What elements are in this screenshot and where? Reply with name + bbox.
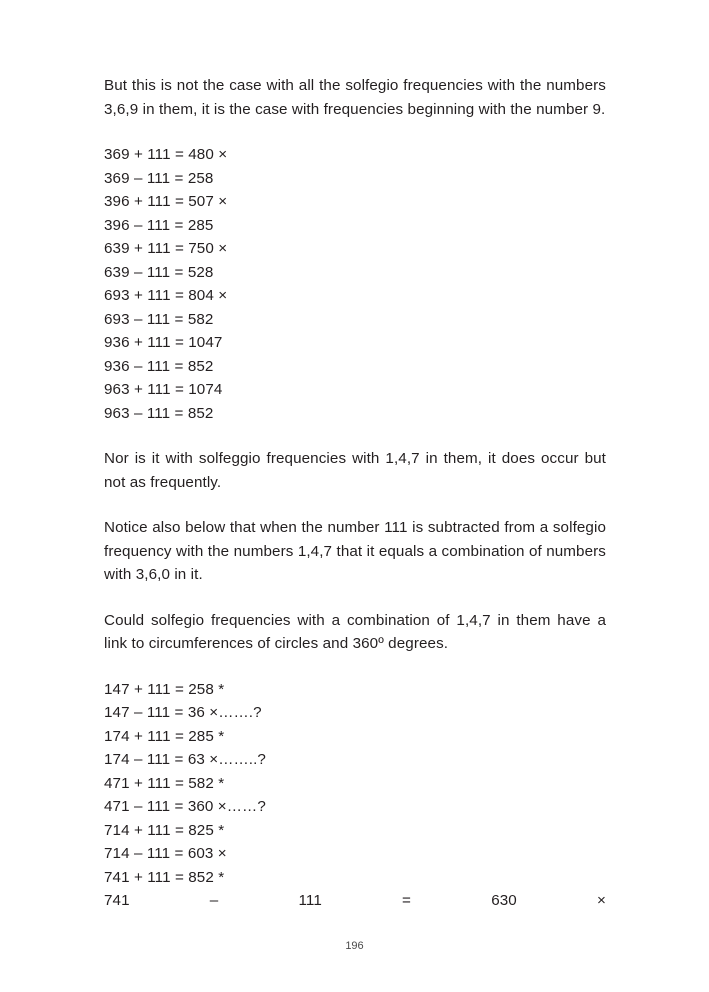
equation-token: = bbox=[402, 892, 412, 909]
paragraph-solfeggio-147: Nor is it with solfeggio frequencies with 1,4,7 in them, it does occur but not as frequently. bbox=[104, 450, 606, 491]
equation-line: 714 + 111 = 825 * bbox=[104, 821, 225, 839]
equation-line: 936 – 111 = 852 bbox=[104, 357, 214, 375]
equation-token: 630 bbox=[491, 892, 517, 909]
equation-line: 693 – 111 = 582 bbox=[104, 310, 214, 328]
equation-line: 147 + 111 = 258 * bbox=[104, 680, 225, 698]
equation-line: 963 + 111 = 1074 bbox=[104, 381, 223, 398]
equation-line: 396 + 111 = 507 × bbox=[104, 193, 228, 210]
page-number: 196 bbox=[345, 940, 364, 952]
equation-line: 693 + 111 = 804 × bbox=[104, 287, 228, 304]
equation-block-147 bbox=[104, 678, 606, 913]
equation-line: 396 – 111 = 285 bbox=[104, 216, 214, 234]
equation-line: 369 – 111 = 258 bbox=[104, 169, 214, 187]
equation-line: 471 + 111 = 582 * bbox=[104, 774, 225, 792]
equation-line: 639 + 111 = 750 × bbox=[104, 240, 228, 257]
equation-line: 714 – 111 = 603 × bbox=[104, 845, 227, 862]
equation-token: × bbox=[596, 892, 606, 909]
equation-line: 369 + 111 = 480 × bbox=[104, 146, 228, 163]
paragraph-circumference-question: Could solfegio frequencies with a combination of 1,4,7 in them have a link to circumferences of circles and 360º degrees. bbox=[104, 611, 606, 652]
equation-line: 741 + 111 = 852 * bbox=[104, 868, 225, 886]
equation-line: 174 + 111 = 285 * bbox=[104, 727, 225, 745]
equation-line: 174 – 111 = 63 ×……..? bbox=[104, 751, 266, 768]
paragraph-notice-below: Notice also below that when the number 111 is subtracted from a solfegio frequency with the numbers 1,4,7 that it equals a combination of numbers with 3,6,0 in it. bbox=[104, 519, 606, 583]
page-content bbox=[104, 74, 606, 935]
equation-block-369 bbox=[104, 143, 606, 425]
equation-line: 471 – 111 = 360 ×……? bbox=[104, 798, 266, 815]
equation-line-justified bbox=[104, 889, 606, 913]
equation-token: 741 bbox=[104, 892, 130, 909]
equation-line: 639 – 111 = 528 bbox=[104, 263, 214, 281]
equation-line: 963 – 111 = 852 bbox=[104, 404, 214, 422]
equation-line: 936 + 111 = 1047 bbox=[104, 334, 223, 351]
equation-line: 147 – 111 = 36 ×…….? bbox=[104, 704, 262, 721]
equation-token: 111 bbox=[298, 892, 322, 909]
equation-token: – bbox=[209, 892, 219, 909]
paragraph-intro: But this is not the case with all the solfegio frequencies with the numbers 3,6,9 in them, it is the case with frequencies beginning with the number 9. bbox=[104, 77, 606, 118]
